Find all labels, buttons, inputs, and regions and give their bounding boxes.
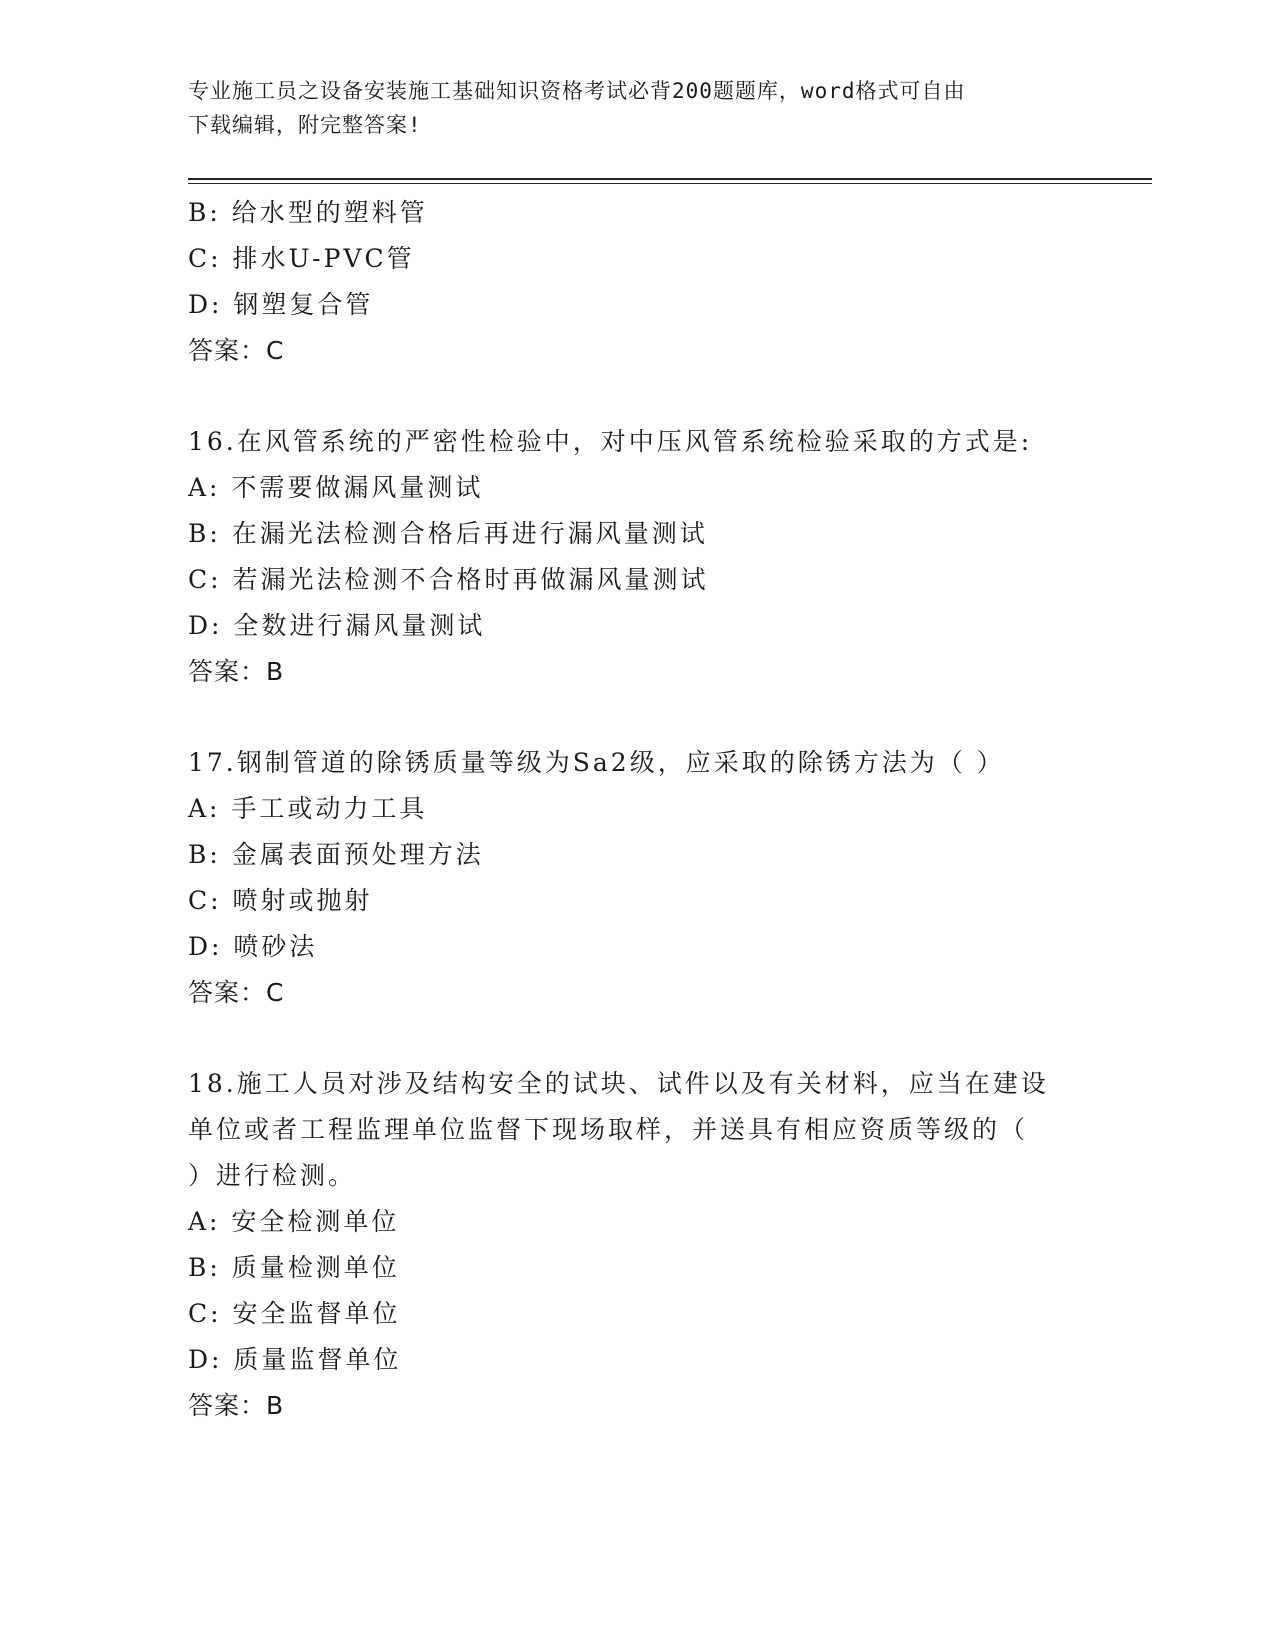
header-line-2: 下载编辑，附完整答案! xyxy=(188,113,422,137)
option-a: A: 不需要做漏风量测试 xyxy=(188,473,484,502)
answer-line: 答案：C xyxy=(188,978,285,1007)
option-c: C: 安全监督单位 xyxy=(188,1299,401,1328)
option-c: C: 喷射或抛射 xyxy=(188,886,373,915)
header-line-1: 专业施工员之设备安装施工基础知识资格考试必背200题题库，word格式可自由 xyxy=(188,79,966,103)
option-b: B: 金属表面预处理方法 xyxy=(188,840,484,869)
header-divider-thin xyxy=(188,183,1152,184)
option-b: B: 给水型的塑料管 xyxy=(188,198,428,227)
question-text-line-2: 单位或者工程监理单位监督下现场取样，并送具有相应资质等级的（ xyxy=(188,1115,1029,1144)
option-d: D: 喷砂法 xyxy=(188,932,318,961)
option-c: C: 若漏光法检测不合格时再做漏风量测试 xyxy=(188,565,709,594)
option-d: D: 钢塑复合管 xyxy=(188,290,374,319)
question-16 xyxy=(188,419,1088,695)
answer-line: 答案：C xyxy=(188,336,285,365)
question-list xyxy=(188,190,1088,1429)
option-a: A: 安全检测单位 xyxy=(188,1207,400,1236)
answer-line: 答案：B xyxy=(188,1391,285,1420)
answer-line: 答案：B xyxy=(188,657,285,686)
question-text: 17.钢制管道的除锈质量等级为Sa2级，应采取的除锈方法为（ ） xyxy=(188,748,1005,777)
option-b: B: 在漏光法检测合格后再进行漏风量测试 xyxy=(188,519,708,548)
question-text: 16.在风管系统的严密性检验中，对中压风管系统检验采取的方式是: xyxy=(188,427,1033,456)
question-text-line-3: ）进行检测。 xyxy=(188,1161,357,1190)
option-a: A: 手工或动力工具 xyxy=(188,794,428,823)
question-17 xyxy=(188,740,1088,1016)
document-header xyxy=(188,74,1088,142)
option-d: D: 全数进行漏风量测试 xyxy=(188,611,486,640)
question-15-continued xyxy=(188,190,1088,374)
option-d: D: 质量监督单位 xyxy=(188,1345,402,1374)
header-divider-thick xyxy=(188,178,1152,180)
question-18 xyxy=(188,1061,1088,1429)
option-c: C: 排水U-PVC管 xyxy=(188,244,415,273)
question-text-line-1: 18.施工人员对涉及结构安全的试块、试件以及有关材料，应当在建设 xyxy=(188,1069,1049,1098)
option-b: B: 质量检测单位 xyxy=(188,1253,400,1282)
